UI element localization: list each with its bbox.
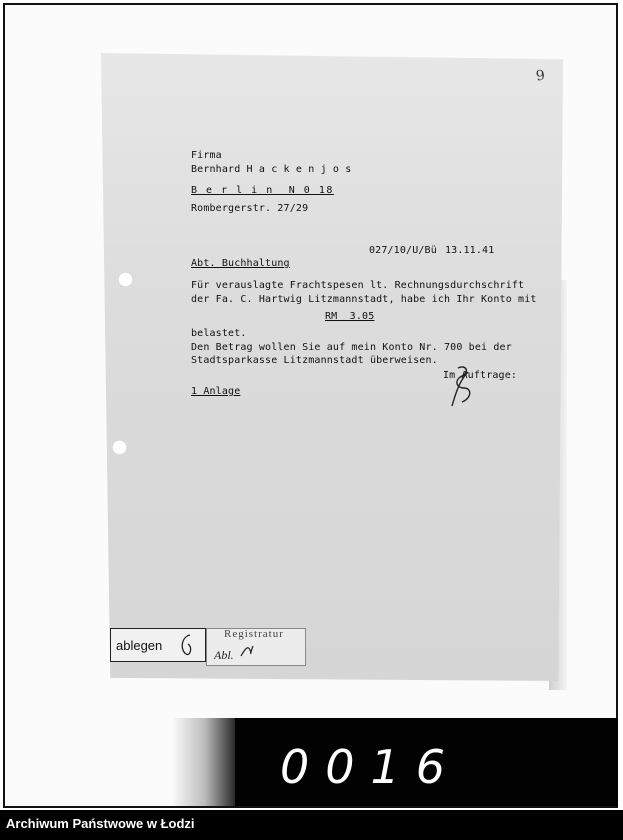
film-number: 0016 — [280, 740, 462, 794]
department: Abt. Buchhaltung — [191, 258, 290, 269]
punch-hole-bottom — [112, 440, 127, 455]
registratur-title: Registratur — [224, 628, 284, 640]
body-line-1: Für verauslagte Frachtspesen lt. Rechnungsdurchschrift — [191, 280, 525, 291]
page-number: 9 — [534, 67, 546, 85]
city: B e r l i n N 0 18 — [191, 185, 334, 196]
ablegen-initial-mark — [176, 632, 198, 658]
closing: Im Auftrage: — [443, 370, 518, 381]
letter-date: 13.11.41 — [445, 245, 495, 256]
body-line-4: Den Betrag wollen Sie auf mein Konto Nr. 700 bei der — [191, 342, 512, 353]
amount: RM 3.05 — [325, 311, 375, 322]
enclosure: 1 Anlage — [191, 386, 241, 397]
document-page — [101, 53, 563, 681]
registratur-initial-mark — [238, 642, 256, 660]
reference-number: 027/10/U/Bü — [369, 245, 437, 256]
company-name: Bernhard H a c k e n j o s — [191, 164, 352, 175]
body-line-5: Stadtsparkasse Litzmannstadt überweisen. — [191, 355, 438, 366]
registratur-line: Abl. — [214, 648, 234, 662]
film-fade — [170, 718, 240, 806]
body-line-3: belastet. — [191, 328, 247, 339]
body-line-2: der Fa. C. Hartwig Litzmannstadt, habe ich Ihr Konto mit — [191, 294, 537, 305]
salutation: Firma — [191, 150, 222, 161]
archive-name: Archiwum Państwowe w Łodzi — [6, 816, 195, 831]
ablegen-label: ablegen — [116, 638, 163, 653]
punch-hole-top — [118, 272, 133, 287]
signature — [444, 362, 480, 410]
street-address: Rombergerstr. 27/29 — [191, 203, 309, 214]
